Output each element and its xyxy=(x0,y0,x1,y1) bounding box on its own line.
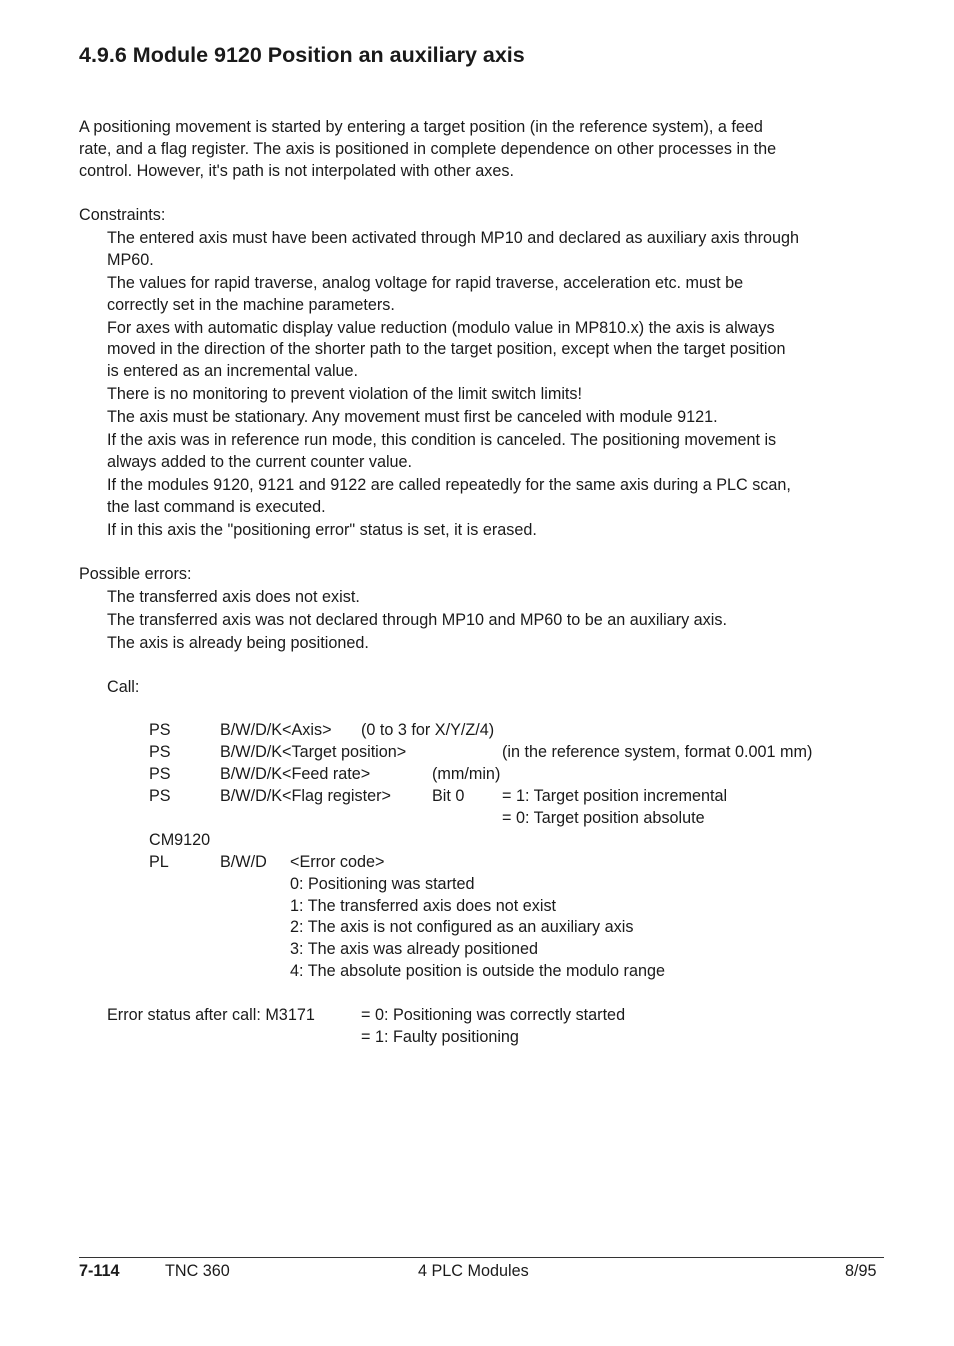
error-code: 1: The transferred axis does not exist xyxy=(290,897,557,915)
call-arg: B/W/D/K<Axis> xyxy=(220,721,332,739)
call-label: Call: xyxy=(107,678,140,696)
error-code: 4: The absolute position is outside the modulo range xyxy=(290,962,665,980)
constraint-line: the last command is executed. xyxy=(107,498,326,516)
constraint-line: If in this axis the "positioning error" status is set, it is erased. xyxy=(107,521,537,539)
footer-date: 8/95 xyxy=(845,1262,877,1280)
error-line: The transferred axis was not declared through MP10 and MP60 to be an auxiliary axis. xyxy=(107,611,727,629)
constraint-line: There is no monitoring to prevent violation of the limit switch limits! xyxy=(107,385,583,403)
footer-chapter: 4 PLC Modules xyxy=(418,1262,529,1280)
constraint-line: moved in the direction of the shorter path to the target position, except when the target position xyxy=(107,340,786,358)
constraint-line: The axis must be stationary. Any movement must first be canceled with module 9121. xyxy=(107,408,718,426)
error-line: The axis is already being positioned. xyxy=(107,634,369,652)
call-bit: Bit 0 xyxy=(432,787,465,805)
call-arg: B/W/D/K<Feed rate> xyxy=(220,765,371,783)
constraint-line: If the axis was in reference run mode, this condition is canceled. The positioning movement is xyxy=(107,431,777,449)
call-note: = 0: Target position absolute xyxy=(502,809,705,827)
constraint-line: The entered axis must have been activated through MP10 and declared as auxiliary axis through xyxy=(107,229,799,247)
call-arg: B/W/D/K<Flag register> xyxy=(220,787,391,805)
status-value: = 0: Positioning was correctly started xyxy=(361,1006,626,1024)
error-line: The transferred axis does not exist. xyxy=(107,588,360,606)
call-op: PS xyxy=(149,765,171,783)
status-label: Error status after call: M3171 xyxy=(107,1006,315,1024)
constraint-line: For axes with automatic display value reduction (modulo value in MP810.x) the axis is always xyxy=(107,319,775,337)
constraint-line: If the modules 9120, 9121 and 9122 are called repeatedly for the same axis during a PLC scan, xyxy=(107,476,791,494)
constraint-line: is entered as an incremental value. xyxy=(107,362,359,380)
section-heading: 4.9.6 Module 9120 Position an auxiliary axis xyxy=(79,43,525,67)
constraint-line: correctly set in the machine parameters. xyxy=(107,296,395,314)
intro-line: rate, and a flag register. The axis is positioned in complete dependence on other processes in the xyxy=(79,140,777,158)
error-code: 2: The axis is not configured as an auxiliary axis xyxy=(290,918,634,936)
call-cm: CM9120 xyxy=(149,831,211,849)
constraint-line: always added to the current counter value. xyxy=(107,453,413,471)
error-code: 3: The axis was already positioned xyxy=(290,940,539,958)
intro-line: control. However, it's path is not interpolated with other axes. xyxy=(79,162,514,180)
status-value: = 1: Faulty positioning xyxy=(361,1028,519,1046)
intro-line: A positioning movement is started by entering a target position (in the reference system), a feed xyxy=(79,118,763,136)
constraint-line: The values for rapid traverse, analog voltage for rapid traverse, acceleration etc. must be xyxy=(107,274,744,292)
call-op: PS xyxy=(149,721,171,739)
error-code: 0: Positioning was started xyxy=(290,875,475,893)
errors-label: Possible errors: xyxy=(79,565,192,583)
call-op: PS xyxy=(149,743,171,761)
call-note: (0 to 3 for X/Y/Z/4) xyxy=(361,721,495,739)
constraints-label: Constraints: xyxy=(79,206,166,224)
call-note: = 1: Target position incremental xyxy=(502,787,728,805)
call-note: (mm/min) xyxy=(432,765,501,783)
footer-product: TNC 360 xyxy=(165,1262,230,1280)
intro-paragraph xyxy=(79,116,879,182)
constraint-line: MP60. xyxy=(107,251,154,269)
footer-page-number: 7-114 xyxy=(79,1262,120,1280)
call-op: PL xyxy=(149,853,169,871)
call-arg: B/W/D/K<Target position> xyxy=(220,743,407,761)
call-note: (in the reference system, format 0.001 mm) xyxy=(502,743,813,761)
footer-rule xyxy=(79,1257,884,1258)
call-op: PS xyxy=(149,787,171,805)
call-arg: B/W/D xyxy=(220,853,267,871)
call-error-label: <Error code> xyxy=(290,853,385,871)
